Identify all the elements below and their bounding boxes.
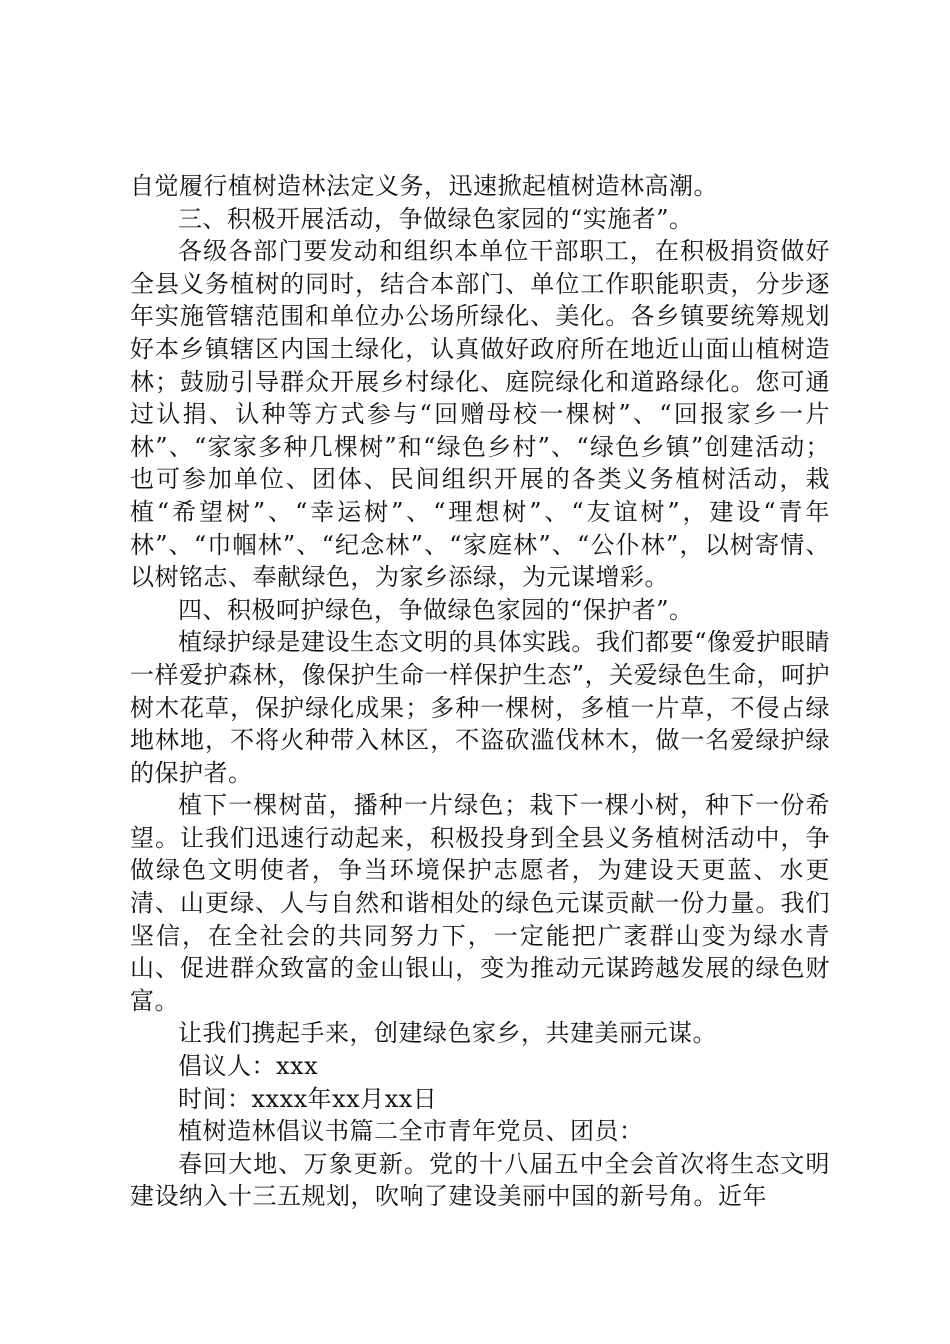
paragraph-activities: 各级各部门要发动和组织本单位干部职工，在积极捐资做好全县义务植树的同时，结合本部门、单位工作职能职责，分步逐年实施管辖范围和单位办公场所绿化、美化。各乡镇要统筹规划好本乡镇辖区内国土绿化，认真做好政府所在地近山面山植树造林；鼓励引导群众开展乡村绿化、庭院绿化和道路绿化。您可通过认捐、认种等方式参与“回赠母校一棵树”、“回报家乡一片林”、“家家多种几棵树”和“绿色乡村”、“绿色乡镇”创建活动；也可参加单位、团体、民间组织开展的各类义务植树活动，栽植“希望树”、“幸运树”、“理想树”、“友谊树”，建设“青年林”、“巾帼林”、“纪念林”、“家庭林”、“公仆林”，以树寄情、以树铭志、奉献绿色，为家乡添绿，为元谋增彩。 xyxy=(130,237,830,592)
second-letter-heading: 植树造林倡议书篇二全市青年党员、团员： xyxy=(178,1117,644,1146)
section-heading-4: 四、积极呵护绿色，争做绿色家园的“保护者”。 xyxy=(178,595,694,624)
second-letter-paragraph: 春回大地、万象更新。党的十八届五中全会首次将生态文明建设纳入十三五规划，吹响了建设美丽中国的新号角。近年 xyxy=(130,1149,830,1211)
date-line: 时间：xxxx年xx月xx日 xyxy=(178,1084,438,1113)
paragraph-continued: 自觉履行植树造林法定义务，迅速掀起植树造林高潮。 xyxy=(130,172,718,200)
section-heading-3: 三、积极开展活动，争做绿色家园的“实施者”。 xyxy=(178,204,694,233)
paragraph-protect-green: 植绿护绿是建设生态文明的具体实践。我们都要“像爱护眼睛一样爱护森林，像保护生命一样保护生态”，关爱绿色生命，呵护树木花草，保护绿化成果；多种一棵树，多植一片草，不侵占绿地林地，不将火种带入林区，不盗砍滥伐林木，做一名爱绿护绿的保护者。 xyxy=(130,628,830,787)
paragraph-closing: 让我们携起手来，创建绿色家乡，共建美丽元谋。 xyxy=(178,1019,717,1048)
document-body xyxy=(130,170,830,1213)
paragraph-plant-tree: 植下一棵树苗，播种一片绿色；栽下一棵小树，种下一份希望。让我们迅速行动起来，积极投身到全县义务植树活动中，争做绿色文明使者，争当环境保护志愿者，为建设天更蓝、水更清、山更绿、人与自然和谐相处的绿色元谋贡献一份力量。我们坚信，在全社会的共同努力下，一定能把广袤群山变为绿水青山、促进群众致富的金山银山，变为推动元谋跨越发展的绿色财富。 xyxy=(130,791,830,1015)
initiator-line: 倡议人：xxx xyxy=(178,1052,319,1081)
